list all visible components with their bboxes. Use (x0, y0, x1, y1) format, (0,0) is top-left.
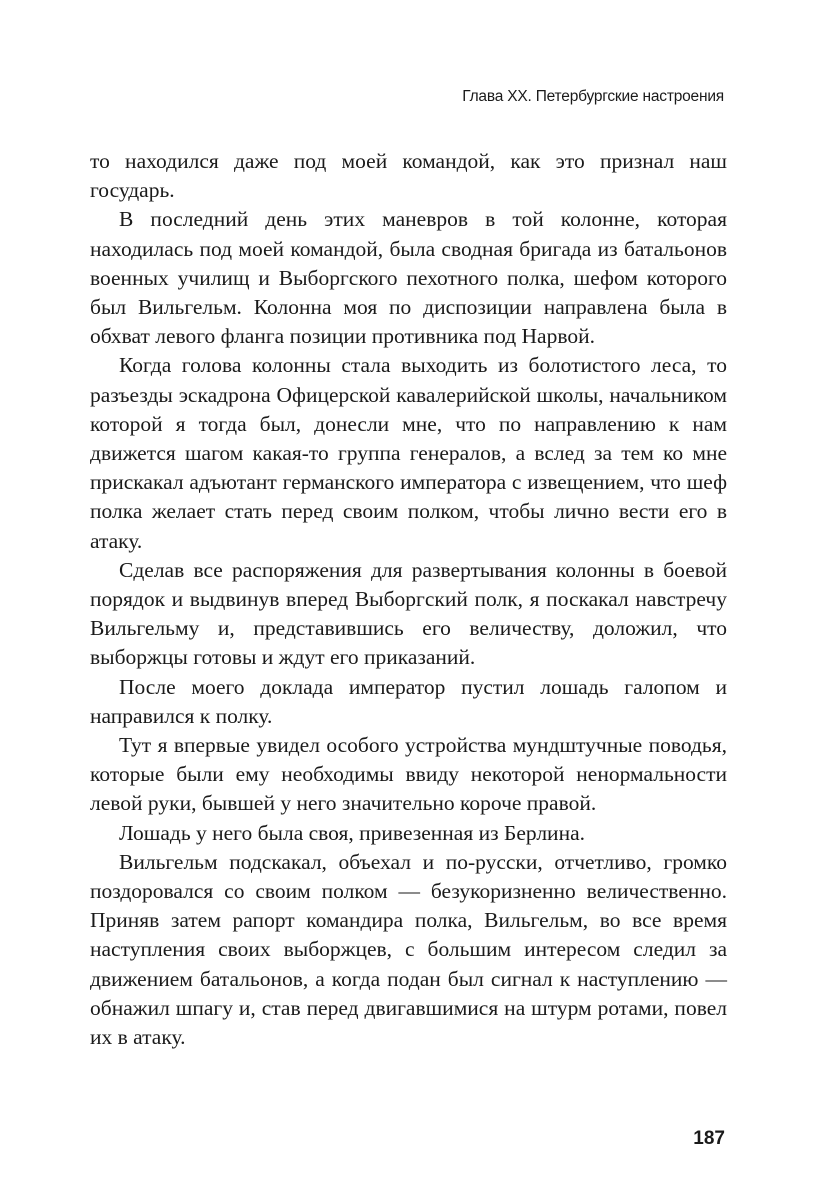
paragraph: После моего доклада император пустил лошадь галопом и направился к полку. (90, 674, 727, 728)
paragraph: Лошадь у него была своя, привезенная из Берлина. (119, 820, 585, 845)
paragraph: Вильгельм подскакал, объехал и по-русски, отчетливо, громко поздоровался со своим полком — безукоризненно величественно. Приняв затем рапорт командира полка, Вильгельм, во все время наступления своих выборжцев, с большим интересом следил за движением батальонов, а когда подан был сигнал к наступлению — обнажил шпагу и, став перед двигавшимися на штурм ротами, повел их в атаку. (90, 849, 727, 1050)
page-body-text (90, 147, 727, 1052)
paragraph-continued: то находился даже под моей командой, как это признал наш государь. (90, 149, 727, 203)
paragraph: Тут я впервые увидел особого устройства мундштучные поводья, которые были ему необходимы ввиду некоторой ненормальности левой руки, бывшей у него значительно короче правой. (90, 733, 727, 816)
running-head-title: Глава XX. Петербургские настроения (462, 88, 724, 105)
paragraph: В последний день этих маневров в той колонне, которая находилась под моей командой, была сводная бригада из батальонов военных училищ и Выборгского пехотного полка, шефом которого был Вильгельм. Колонна моя по диспозиции направлена была в обхват левого фланга позиции противника под Нарвой. (90, 207, 727, 349)
page-number: 187 (693, 1128, 725, 1149)
paragraph: Сделав все распоряжения для развертывания колонны в боевой порядок и выдвинув вперед Выборгский полк, я поскакал навстречу Вильгельму и, представившись его величеству, доложил, что выборжцы готовы и ждут его приказаний. (90, 557, 727, 670)
paragraph: Когда голова колонны стала выходить из болотистого леса, то разъезды эскадрона Офицерской кавалерийской школы, начальником которой я тогда был, донесли мне, что по направлению к нам движется шагом какая-то группа генералов, а вслед за тем ко мне прискакал адъютант германского императора с извещением, что шеф полка желает стать перед своим полком, чтобы лично вести его в атаку. (90, 353, 727, 553)
